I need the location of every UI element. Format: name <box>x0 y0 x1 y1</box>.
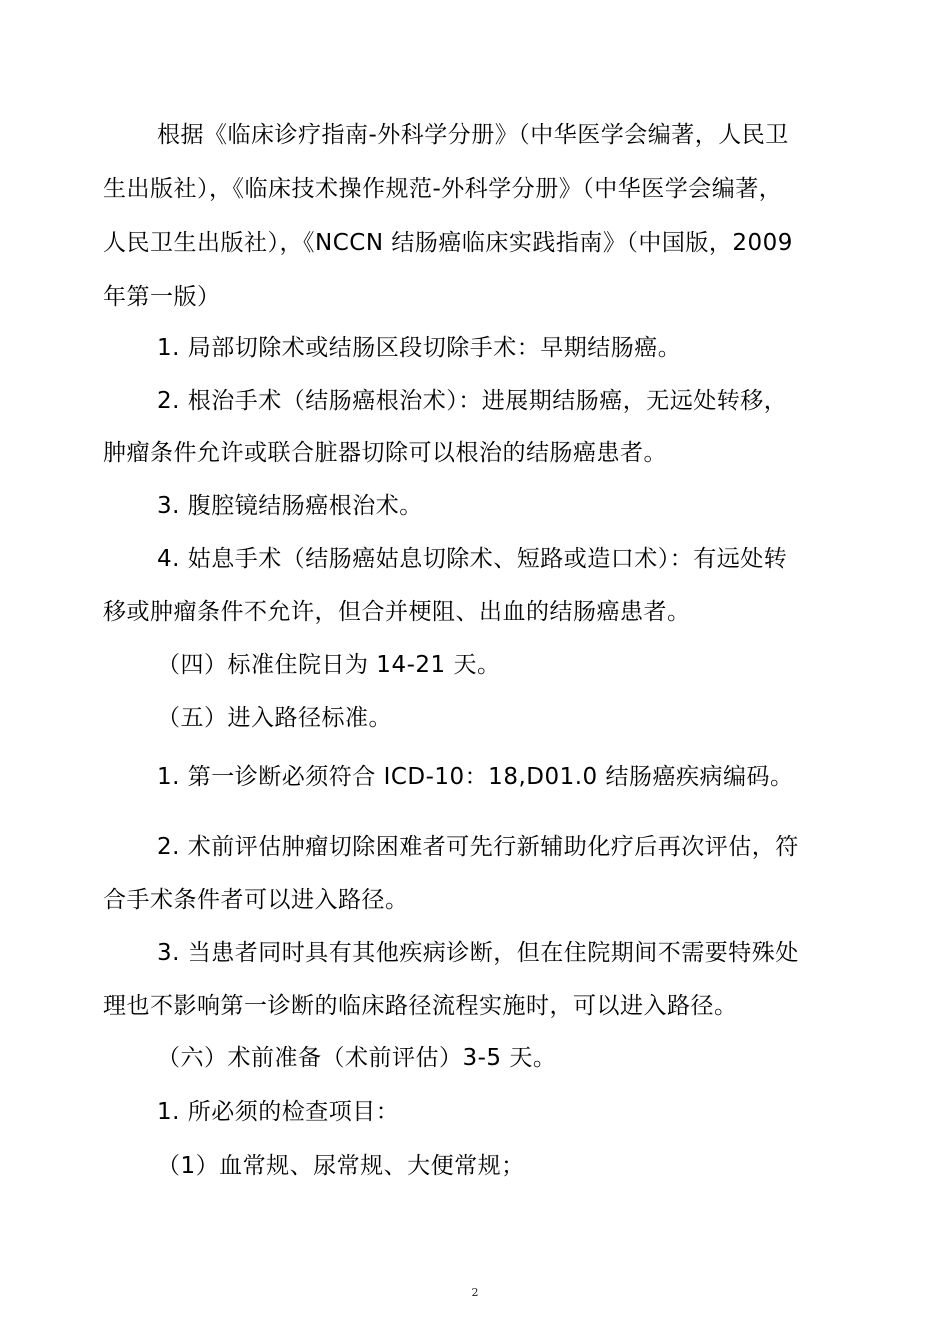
section-heading: （四）标准住院日为 14-21 天。 <box>157 652 501 678</box>
section-heading: （五）进入路径标准。 <box>157 705 392 731</box>
body-text-line: 生出版社），《临床技术操作规范-外科学分册》（中华医学会编著， <box>103 176 783 202</box>
page-number: 2 <box>471 1286 479 1299</box>
body-text-line: 年第一版） <box>103 284 221 310</box>
list-item-line: 2. 根治手术（结肠癌根治术）：进展期结肠癌，无远处转移， <box>157 388 788 414</box>
list-item-line: 1. 局部切除术或结肠区段切除手术：早期结肠癌。 <box>157 335 682 361</box>
list-item-line: 1. 所必须的检查项目： <box>157 1099 400 1125</box>
list-item-line: 2. 术前评估肿瘤切除困难者可先行新辅助化疗后再次评估，符 <box>157 834 799 860</box>
body-text-line: 人民卫生出版社），《NCCN 结肠癌临床实践指南》（中国版，2009 <box>103 230 793 256</box>
list-item-line: 肿瘤条件允许或联合脏器切除可以根治的结肠癌患者。 <box>103 440 667 466</box>
body-text-line: 根据《临床诊疗指南-外科学分册》（中华医学会编著，人民卫 <box>157 122 789 148</box>
list-item-line: （1）血常规、尿常规、大便常规； <box>157 1153 525 1179</box>
list-item-line: 3. 腹腔镜结肠癌根治术。 <box>157 493 423 519</box>
list-item-line: 合手术条件者可以进入路径。 <box>103 887 409 913</box>
list-item-line: 1. 第一诊断必须符合 ICD-10：18,D01.0 结肠癌疾病编码。 <box>157 764 794 790</box>
list-item-line: 4. 姑息手术（结肠癌姑息切除术、短路或造口术）：有远处转 <box>157 546 788 572</box>
list-item-line: 3. 当患者同时具有其他疾病诊断，但在住院期间不需要特殊处 <box>157 940 799 966</box>
list-item-line: 理也不影响第一诊断的临床路径流程实施时，可以进入路径。 <box>103 993 738 1019</box>
section-heading: （六）术前准备（术前评估）3-5 天。 <box>157 1045 557 1071</box>
list-item-line: 移或肿瘤条件不允许，但合并梗阻、出血的结肠癌患者。 <box>103 599 691 625</box>
